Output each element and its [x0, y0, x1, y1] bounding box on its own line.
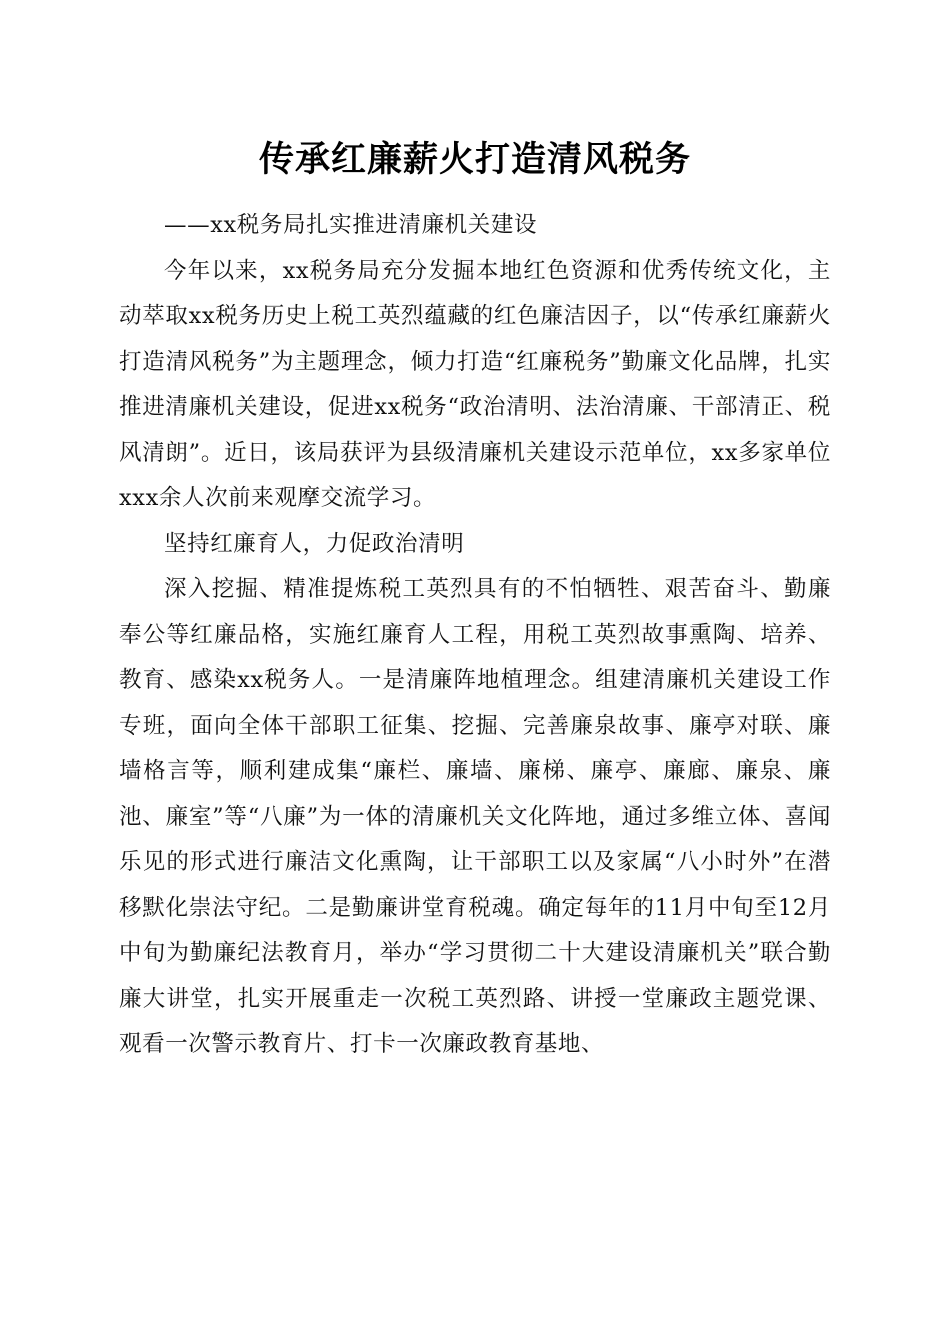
paragraph-intro: 今年以来，xx税务局充分发掘本地红色资源和优秀传统文化，主动萃取xx税务历史上税工英烈蕴藏的红色廉洁因子，以“传承红廉薪火打造清风税务”为主题理念，倾力打造“红廉税务”勤廉文化品牌，扎实推进清廉机关建设，促进xx税务“政治清明、法治清廉、干部清正、税风清朗”。近日，该局获评为县级清廉机关建设示范单位，xx多家单位xxx余人次前来观摩交流学习。: [119, 257, 831, 511]
subtitle: ——xx税务局扎实推进清廉机关建设: [164, 212, 538, 238]
document-title: 传承红廉薪火打造清风税务: [258, 139, 691, 180]
document-body: [119, 203, 831, 1068]
paragraph-section-body: 深入挖掘、精准提炼税工英烈具有的不怕牺牲、艰苦奋斗、勤廉奉公等红廉品格，实施红廉育人工程，用税工英烈故事熏陶、培养、教育、感染xx税务人。一是清廉阵地植理念。组建清廉机关建设工作专班，面向全体干部职工征集、挖掘、完善廉泉故事、廉亭对联、廉墙格言等，顺利建成集“廉栏、廉墙、廉梯、廉亭、廉廊、廉泉、廉池、廉室”等“八廉”为一体的清廉机关文化阵地，通过多维立体、喜闻乐见的形式进行廉洁文化熏陶，让干部职工以及家属“八小时外”在潜移默化崇法守纪。二是勤廉讲堂育税魂。确定每年的11月中旬至12月中旬为勤廉纪法教育月，举办“学习贯彻二十大建设清廉机关”联合勤廉大讲堂，扎实开展重走一次税工英烈路、讲授一堂廉政主题党课、观看一次警示教育片、打卡一次廉政教育基地、: [119, 576, 831, 1057]
section-heading: 坚持红廉育人，力促政治清明: [164, 530, 465, 557]
